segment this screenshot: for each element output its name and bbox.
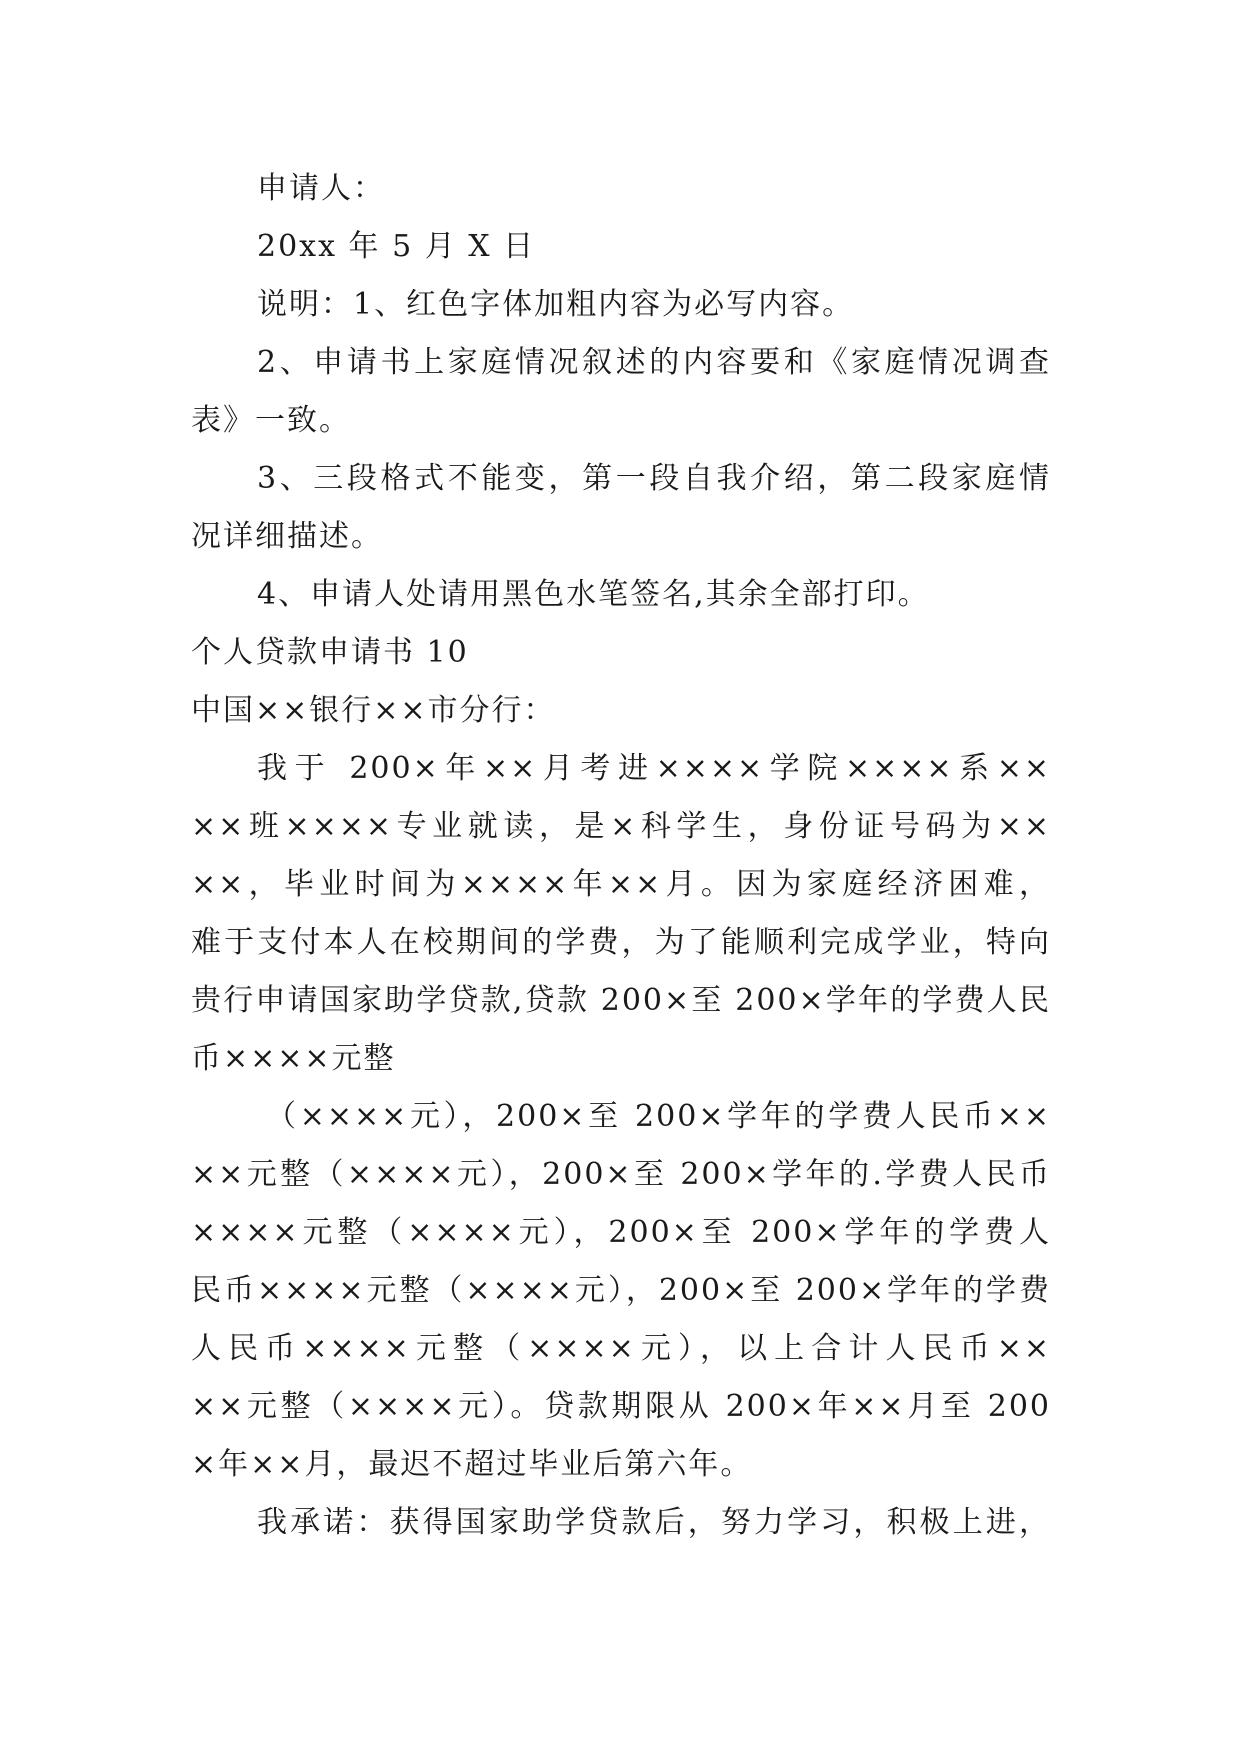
body-paragraph-1: 我于 200×年××月考进××××学院××××系×× <box>257 751 1051 786</box>
body-paragraph-1: 难于支付本人在校期间的学费，为了能顺利完成学业，特向 <box>191 925 1051 960</box>
body-paragraph-2: ××元整（××××元），200×至 200×学年的.学费人民币 <box>191 1157 1051 1192</box>
document-body <box>191 160 1051 1552</box>
body-paragraph-2: ××元整（××××元）。贷款期限从 200×年××月至 200 <box>191 1389 1051 1424</box>
body-paragraph-2: ××××元整（××××元），200×至 200×学年的学费人 <box>191 1215 1051 1250</box>
body-paragraph-2: 人民币××××元整（××××元），以上合计人民币×× <box>191 1331 1051 1366</box>
body-paragraph-2: 民币××××元整（××××元），200×至 200×学年的学费 <box>191 1273 1051 1308</box>
body-paragraph-1: 贵行申请国家助学贷款,贷款 200×至 200×学年的学费人民 <box>191 983 1051 1018</box>
body-paragraph-1: ××班××××专业就读，是×科学生，身份证号码为×× <box>191 809 1051 844</box>
recipient-line: 中国××银行××市分行： <box>191 693 556 728</box>
body-paragraph-2: ×年××月，最迟不超过毕业后第六年。 <box>191 1447 753 1482</box>
applicant-line: 申请人： <box>257 171 385 206</box>
note-item-3-cont: 况详细描述。 <box>191 519 383 554</box>
body-paragraph-2: （××××元），200×至 200×学年的学费人民币×× <box>266 1099 1051 1134</box>
date-line: 20xx 年 5 月 X 日 <box>257 229 536 264</box>
pledge-paragraph: 我承诺：获得国家助学贷款后，努力学习，积极上进， <box>257 1505 1051 1540</box>
note-item-2-cont: 表》一致。 <box>191 403 351 438</box>
note-item-3: 3、三段格式不能变，第一段自我介绍，第二段家庭情 <box>257 461 1051 496</box>
note-item-2: 2、申请书上家庭情况叙述的内容要和《家庭情况调查 <box>257 345 1051 380</box>
section-heading: 个人贷款申请书 10 <box>191 635 469 670</box>
note-item-4: 4、申请人处请用黑色水笔签名,其余全部打印。 <box>257 577 930 612</box>
body-paragraph-1: 币××××元整 <box>191 1041 396 1076</box>
body-paragraph-1: ××，毕业时间为××××年××月。因为家庭经济困难， <box>191 867 1051 902</box>
note-item-1: 说明：1、红色字体加粗内容为必写内容。 <box>257 287 855 322</box>
